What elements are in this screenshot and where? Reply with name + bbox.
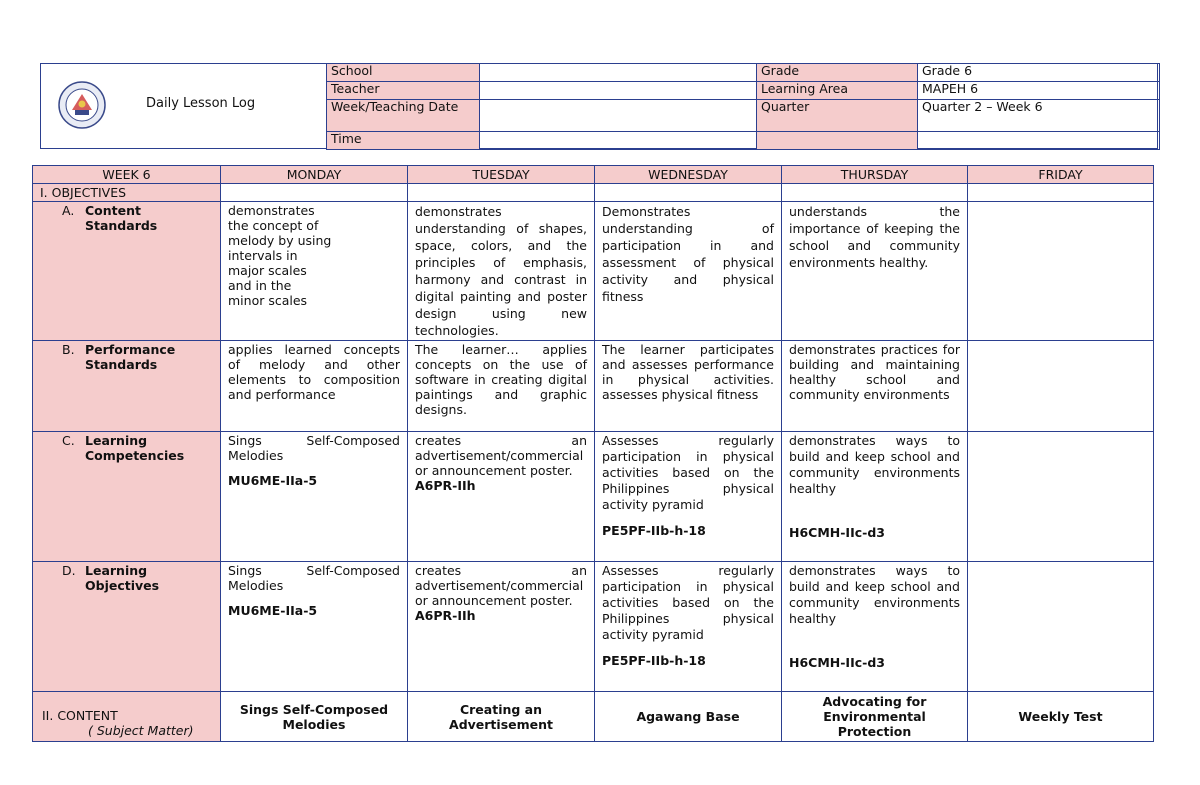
performance-standards-friday [968, 341, 1154, 432]
school-value [480, 64, 757, 82]
objective-code: H6CMH-IIc-d3 [789, 655, 885, 670]
learning-competencies-tuesday: creates an advertisement/commercial or announcement poster. A6PR-IIh [408, 432, 595, 562]
week-date-label: Week/Teaching Date [327, 100, 480, 132]
grade-value: Grade 6 [918, 64, 1160, 82]
deped-seal-logo [57, 80, 107, 130]
content-wednesday: Agawang Base [595, 692, 782, 742]
content-monday: Sings Self-Composed Melodies [221, 692, 408, 742]
competency-code: H6CMH-IIc-d3 [789, 525, 885, 540]
learning-objectives-wednesday: Assesses regularly participation in physical activities based on the Philippines physical activity pyramid PE5PF-IIb-h-18 [595, 562, 782, 692]
competency-code: PE5PF-IIb-h-18 [602, 523, 706, 538]
competency-code: A6PR-IIh [415, 478, 476, 493]
teacher-value [480, 82, 757, 100]
quarter-value: Quarter 2 – Week 6 [918, 100, 1160, 132]
column-header-friday: FRIDAY [968, 166, 1154, 184]
objectives-heading: I. OBJECTIVES [33, 184, 221, 202]
performance-standards-wednesday: The learner participates and assesses performance in physical activities. assesses physical fitness [595, 341, 782, 432]
quarter-label: Quarter [757, 100, 918, 132]
performance-standards-tuesday: The learner… applies concepts on the use of software in creating digital paintings and graphic designs. [408, 341, 595, 432]
learning-competencies-label: C. Learning Competencies [33, 432, 221, 562]
time-value [480, 132, 757, 150]
objective-code: MU6ME-IIa-5 [228, 603, 318, 618]
column-header-monday: MONDAY [221, 166, 408, 184]
lesson-log-table [32, 165, 1154, 742]
learning-objectives-friday [968, 562, 1154, 692]
column-header-week: WEEK 6 [33, 166, 221, 184]
performance-standards-monday: applies learned concepts of melody and other elements to composition and performance [221, 341, 408, 432]
learning-area-value: MAPEH 6 [918, 82, 1160, 100]
learning-objectives-monday: Sings Self-Composed Melodies MU6ME-IIa-5 [221, 562, 408, 692]
column-header-wednesday: WEDNESDAY [595, 166, 782, 184]
content-tuesday: Creating an Advertisement [408, 692, 595, 742]
content-standards-label: A. Content Standards [33, 202, 221, 341]
learning-objectives-label: D. Learning Objectives [33, 562, 221, 692]
school-label: School [327, 64, 480, 82]
content-subheading: ( Subject Matter) [88, 722, 194, 738]
week-date-value [480, 100, 757, 132]
learning-competencies-monday: Sings Self-Composed Melodies MU6ME-IIa-5 [221, 432, 408, 562]
learning-objectives-thursday: demonstrates ways to build and keep school and community environments healthy H6CMH-IIc-d3 [782, 562, 968, 692]
teacher-label: Teacher [327, 82, 480, 100]
learning-area-label: Learning Area [757, 82, 918, 100]
time-label: Time [327, 132, 480, 150]
learning-competencies-thursday: demonstrates ways to build and keep school and community environments healthy H6CMH-IIc-d3 [782, 432, 968, 562]
content-standards-thursday: understands the importance of keeping the school and community environments healthy. [782, 202, 968, 341]
content-label [33, 692, 221, 742]
content-standards-tuesday: demonstrates understanding of shapes, space, colors, and the principles of emphasis, harmony and contrast in digital painting and poster design using new technologies. [408, 202, 595, 341]
content-standards-wednesday: Demonstrates understanding of participation in and assessment of physical activity and physical fitness [595, 202, 782, 341]
document-title: Daily Lesson Log [146, 96, 256, 111]
performance-standards-thursday: demonstrates practices for building and maintaining healthy school and community environments [782, 341, 968, 432]
header-info-table [326, 63, 1160, 150]
competency-code: MU6ME-IIa-5 [228, 473, 318, 488]
content-standards-friday [968, 202, 1154, 341]
content-friday: Weekly Test [968, 692, 1154, 742]
content-thursday: Advocating for Environmental Protection [782, 692, 968, 742]
objective-code: A6PR-IIh [415, 608, 476, 623]
learning-competencies-friday [968, 432, 1154, 562]
empty-value [918, 132, 1160, 150]
objective-code: PE5PF-IIb-h-18 [602, 653, 706, 668]
performance-standards-label: B. Performance Standards [33, 341, 221, 432]
content-standards-monday: demonstrates the concept of melody by using intervals in major scales and in the minor scales [221, 202, 408, 341]
grade-label: Grade [757, 64, 918, 82]
content-heading: II. CONTENT [42, 707, 118, 723]
column-header-thursday: THURSDAY [782, 166, 968, 184]
empty-label [757, 132, 918, 150]
column-header-tuesday: TUESDAY [408, 166, 595, 184]
learning-competencies-wednesday: Assesses regularly participation in physical activities based on the Philippines physical activity pyramid PE5PF-IIb-h-18 [595, 432, 782, 562]
learning-objectives-tuesday: creates an advertisement/commercial or announcement poster. A6PR-IIh [408, 562, 595, 692]
